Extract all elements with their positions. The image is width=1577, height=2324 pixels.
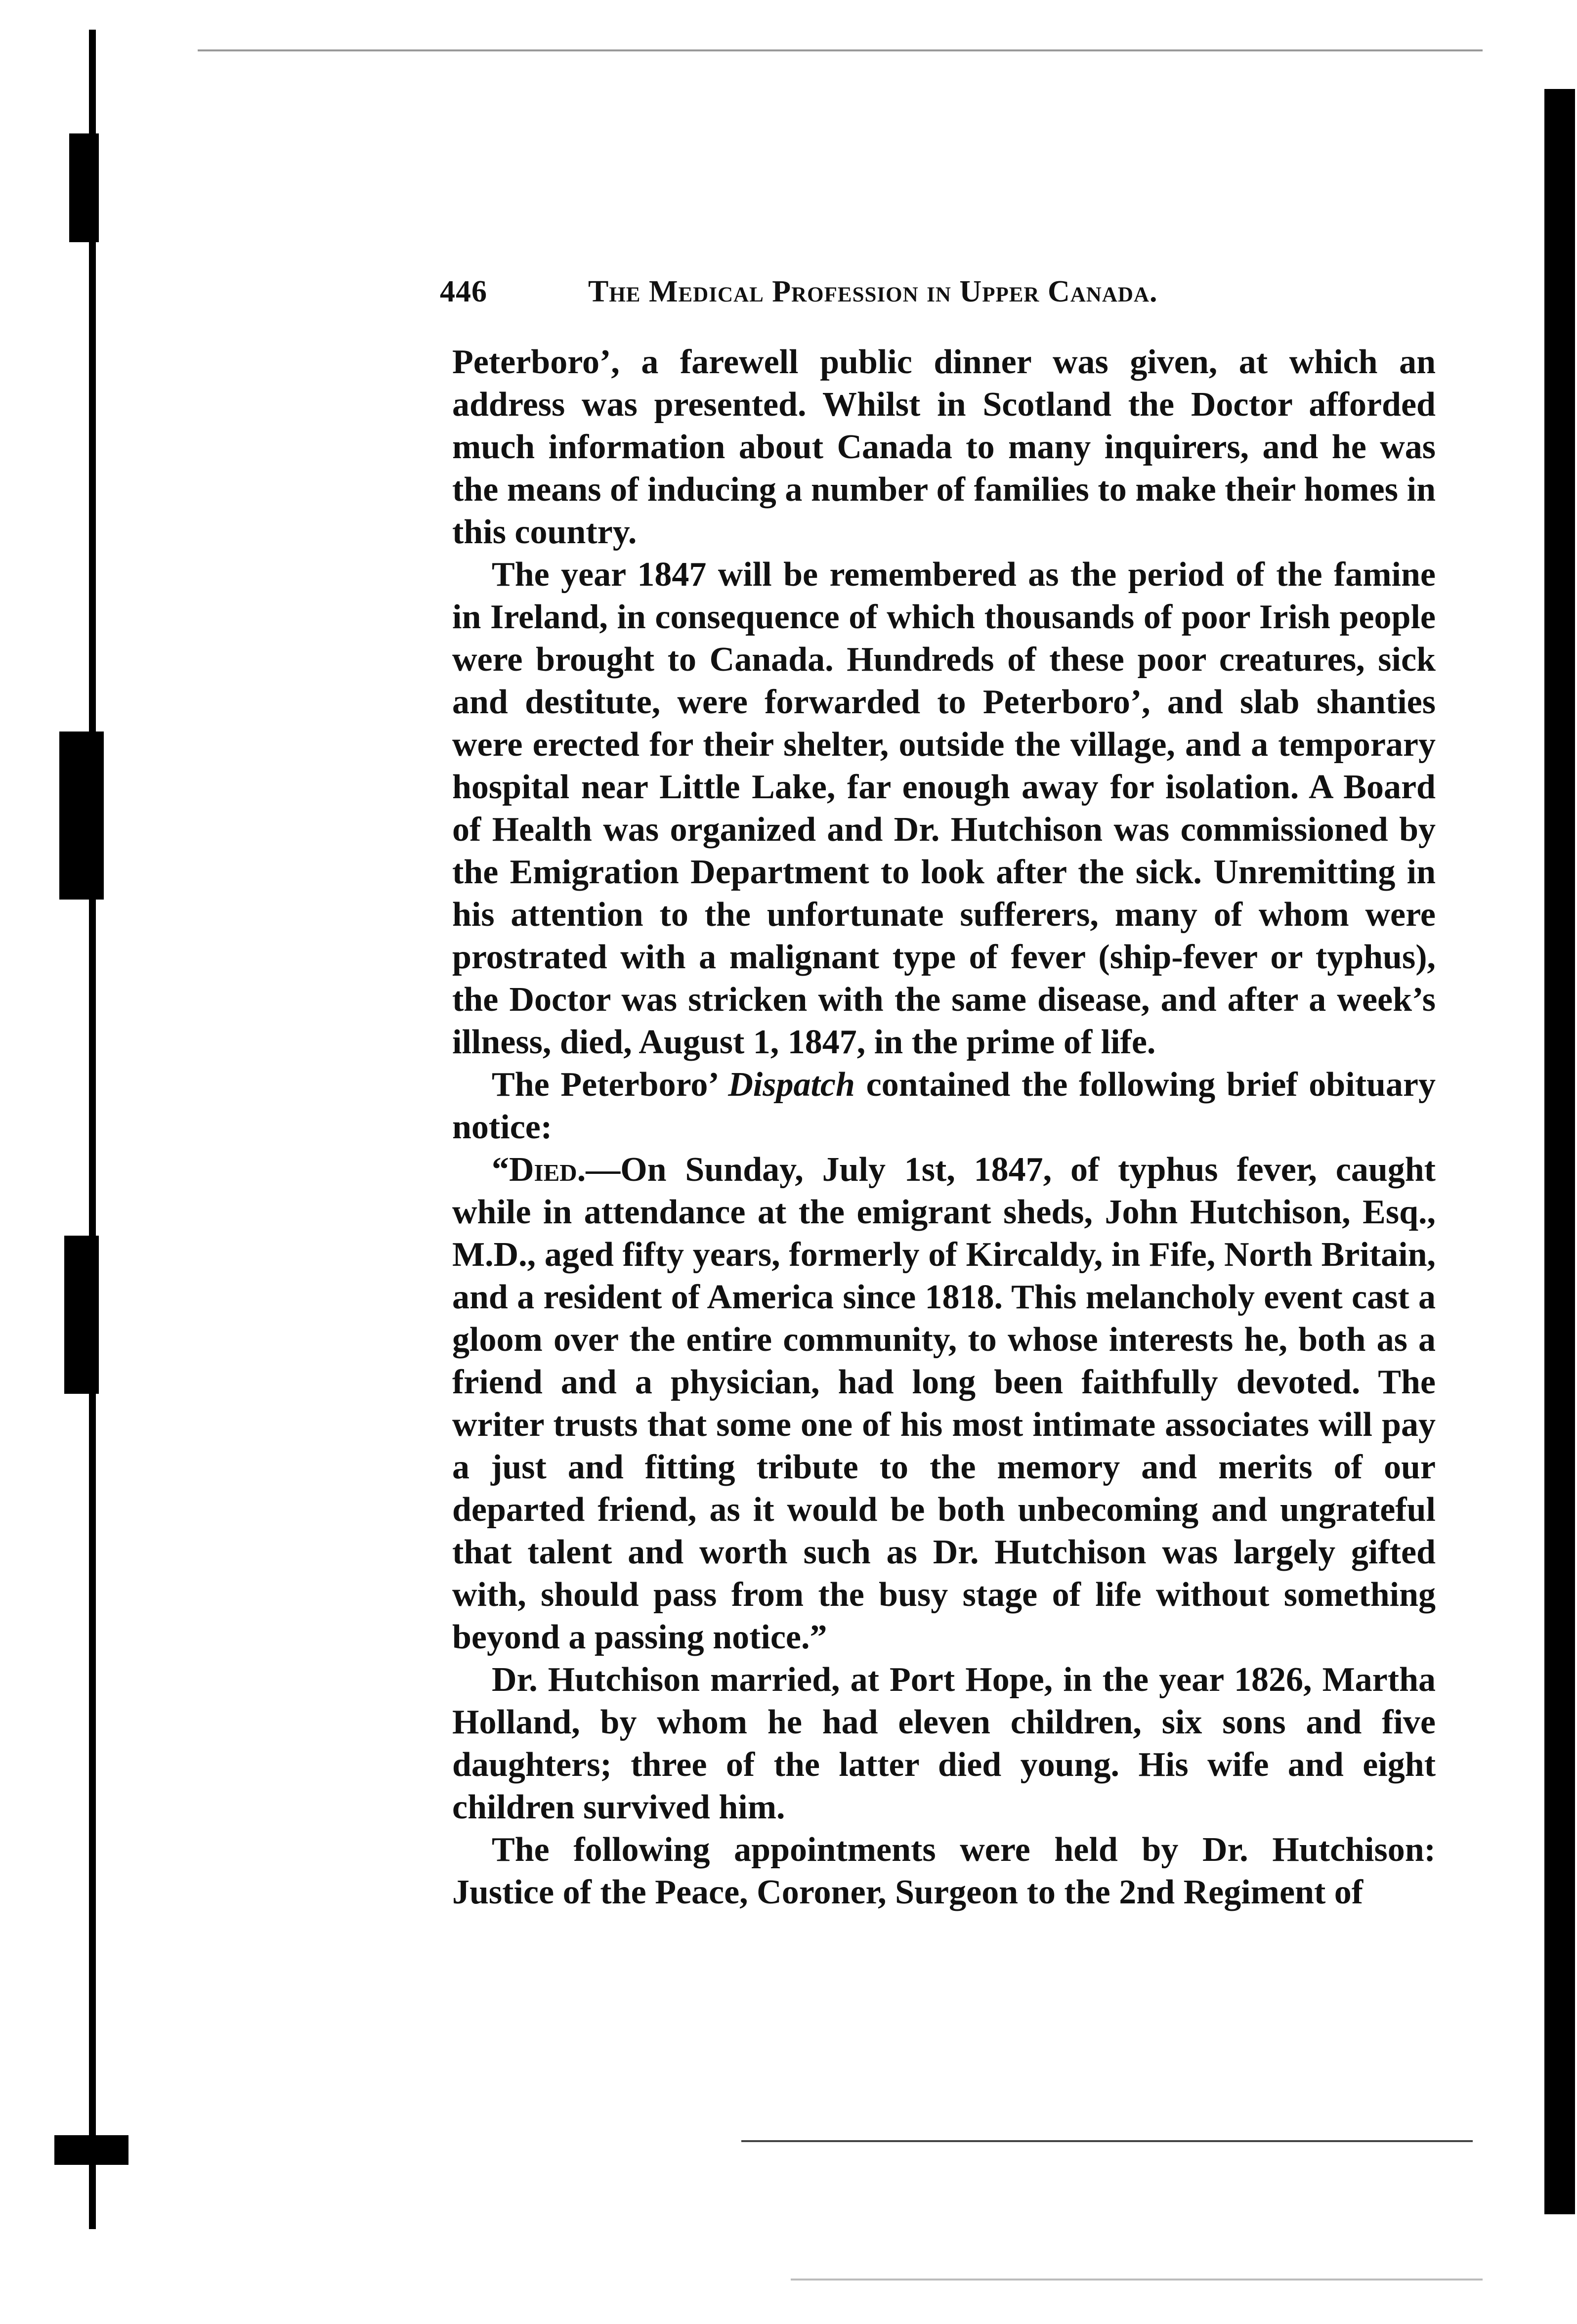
paragraph-4-obituary (452, 1149, 1436, 1659)
bottom-horizontal-rule (741, 2140, 1473, 2142)
page-header (440, 274, 1443, 329)
page-number: 446 (440, 275, 487, 308)
paragraph-5: Dr. Hutchison married, at Port Hope, in the year 1826, Martha Holland, by whom he had eleven children, six sons and five daughters; three of the latter died young. His wife and eight children survived him. (452, 1661, 1436, 1826)
body-text (452, 341, 1436, 2012)
open-quote: “ (492, 1151, 509, 1189)
left-binding-strip (89, 30, 96, 2229)
top-scan-dots (198, 49, 1483, 51)
paragraph-3-end: contained the following brief obituary notice: (452, 1066, 1436, 1146)
paragraph-3-start: The Peterboro’ (492, 1066, 717, 1104)
paragraph-3 (452, 1064, 1436, 1149)
left-binding-block-4 (54, 2135, 128, 2165)
left-binding-block-2 (59, 732, 104, 900)
bottom-scan-dots (791, 2279, 1483, 2281)
newspaper-title: Dispatch (728, 1066, 855, 1104)
died-heading: Died. (509, 1151, 586, 1189)
left-binding-block-3 (64, 1236, 99, 1394)
paragraph-2: The year 1847 will be remembered as the period of the famine in Ireland, in consequence of which thousands of poor Irish people were brought to Canada. Hundreds of these poor creatures, sick and destitute, were forwarded to Peterboro’, and slab shanties were erected for their shelter, outside the village, and a temporary hospital near Little Lake, far enough away for isolation. A Board of Health was organized and Dr. Hutchison was commissioned by the Emigration Department to look after the sick. Unremitting in his attention to the unfortunate sufferers, many of whom were prostrated with a malignant type of fever (ship-fever or typhus), the Doctor was stricken with the same disease, and after a week’s illness, died, August 1, 1847, in the prime of life. (452, 556, 1436, 1061)
left-binding-block-1 (69, 133, 99, 242)
right-edge-bar (1544, 89, 1575, 2214)
paragraph-6: The following appointments were held by Dr. Hutchison: Justice of the Peace, Coroner, Surgeon to the 2nd Regiment of (452, 1831, 1436, 1911)
running-head: The Medical Profession in Upper Canada. (588, 275, 1158, 308)
obituary-text: —On Sunday, July 1st, 1847, of typhus fever, caught while in attendance at the emigrant sheds, John Hutchison, Esq., M.D., aged fifty years, formerly of Kircaldy, in Fife, North Britain, and a resident of America since 1818. This melancholy event cast a gloom over the entire community, to whose interests he, both as a friend and a physician, had long been faithfully devoted. The writer trusts that some one of his most intimate associates will pay a just and fitting tribute to the memory and merits of our departed friend, as it would be both unbecoming and ungrateful that talent and worth such as Dr. Hutchison was largely gifted with, should pass from the busy stage of life without something beyond a passing notice.” (452, 1151, 1436, 1656)
paragraph-1: Peterboro’, a farewell public dinner was given, at which an address was presented. Whilst in Scotland the Doctor afforded much information about Canada to many inquirers, and he was the means of inducing a number of families to make their homes in this country. (452, 343, 1436, 551)
